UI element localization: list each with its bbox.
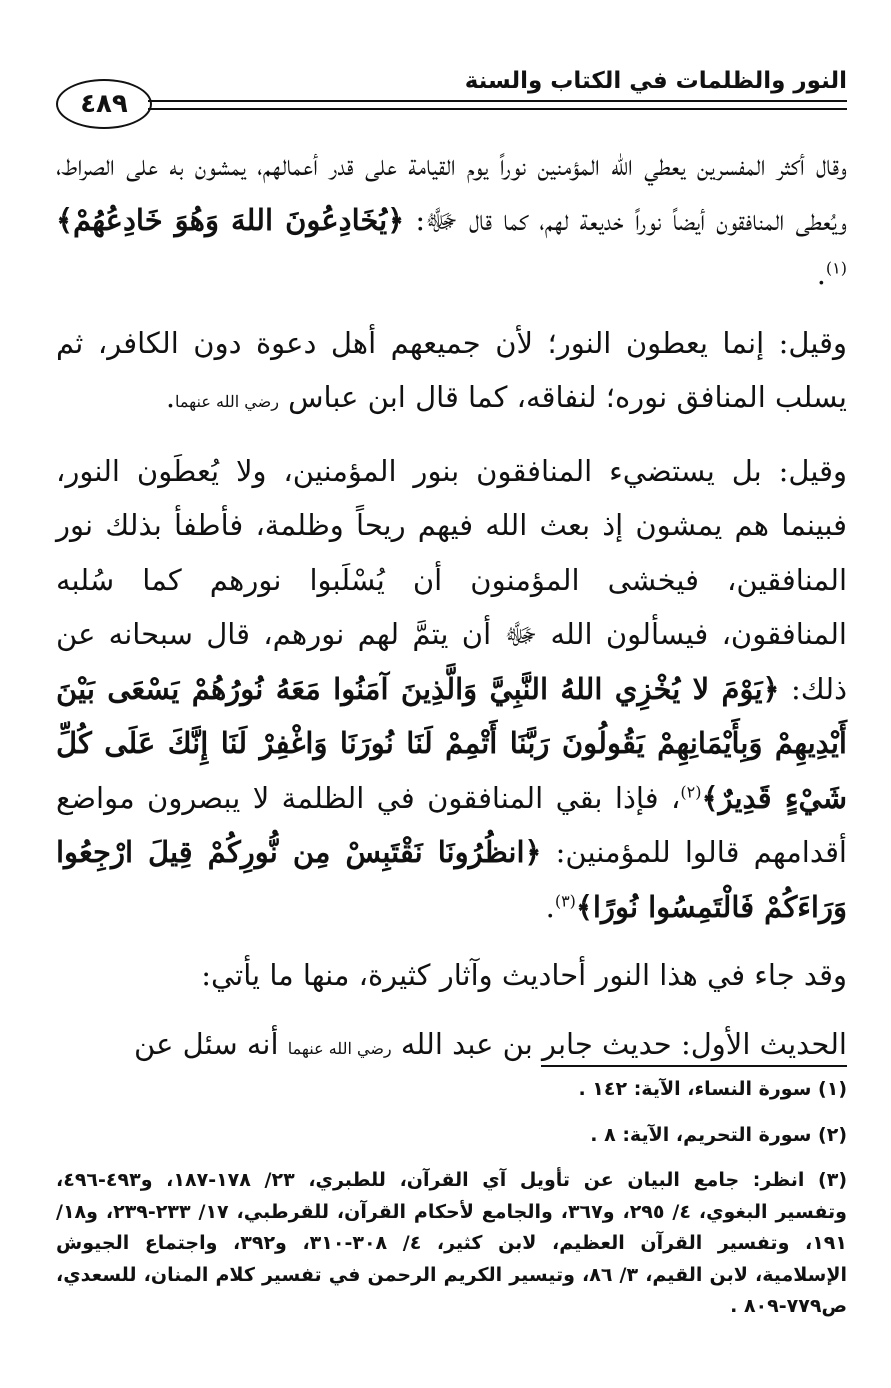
paragraph-3-mid: ، فإذا بقي المنافقون في الظلمة لا يبصرون مواضع أقدامهم قالوا للمؤمنين: [56, 780, 847, 869]
paragraph-5 [56, 1017, 847, 1077]
body-text [56, 138, 847, 1076]
paragraph-3-text: وقيل: بل يستضيء المنافقون بنور المؤمنين، ولا يُعطَون النور، فبينما هم يمشون إذ بعث الله فيهم ريحاً وظلمة، فأطفأ بذلك نور المنافقين، فيخشى المؤمنون أن يُسْلَبوا نورهم كما سُلبه المنافقون، فيسألون الله ﷻ أن يتمَّ لهم نورهم، قال سبحانه عن ذلك: [56, 453, 847, 706]
quran-verse: ﴿يُخَادِعُونَ اللهَ وَهُوَ خَادِعُهُمْ﴾ [56, 202, 405, 237]
paragraph-1 [56, 138, 847, 302]
footnote-1: (١) سورة النساء، الآية: ١٤٢ . [578, 1078, 847, 1100]
footnote-ref: (٣) [554, 890, 576, 910]
paragraph-1-text: وقال أكثر المفسرين يعطي الله المؤمنين نوراً يوم القيامة على قدر أعمالهم، يمشون به على الصراط، ويُعطى المنافقون أيضاً نوراً خديعة لهم، كما قال ﷻ: [56, 148, 847, 237]
header-rule [148, 100, 847, 110]
quran-verse: ﴿يَوْمَ لا يُخْزِي اللهُ النَّبِيَّ وَالَّذِينَ آمَنُوا مَعَهُ نُورُهُمْ يَسْعَى بَيْنَ أَيْدِيهِمْ وَبِأَيْمَانِهِمْ يَقُولُونَ رَبَّنَا أَتْمِمْ لَنَا نُورَنَا وَاغْفِرْ لَنَا إِنَّكَ عَلَى كُلِّ شَيْءٍ قَدِيرٌ﴾ [56, 671, 847, 815]
paragraph-2 [56, 316, 847, 430]
footnotes [56, 1074, 847, 1323]
paragraph-4 [56, 948, 847, 1003]
honorific: رضي الله عنهما [175, 392, 279, 411]
paragraph-2-end: . [165, 380, 176, 414]
paragraph-1-end: . [816, 257, 826, 291]
paragraph-3-end: . [545, 889, 555, 924]
page-number: ٤٨٩ [80, 89, 128, 119]
footnote-2: (٢) سورة التحريم، الآية: ٨ . [590, 1123, 847, 1146]
paragraph-2-text: وقيل: إنما يعطون النور؛ لأن جميعهم أهل دعوة دون الكافر، ثم يسلب المنافق نوره؛ لنفاقه، كما قال ابن عباس [56, 325, 847, 414]
footnote-ref: (٢) [680, 781, 702, 801]
footnote-rule [541, 1065, 847, 1067]
page-number-oval [56, 79, 152, 129]
paragraph-5-text: الحديث الأول: حديث جابر بن عبد الله [391, 1026, 847, 1061]
paragraph-3 [56, 444, 847, 935]
paragraph-5-end: أنه سئل عن [134, 1026, 288, 1061]
running-title: النور والظلمات في الكتاب والسنة [464, 68, 847, 94]
paragraph-4-text: وقد جاء في هذا النور أحاديث وآثار كثيرة، منها ما يأتي: [201, 958, 847, 992]
footnote-3: (٣) انظر: جامع البيان عن تأويل آي القرآن، للطبري، ٢٣/ ١٧٨-١٨٧، و٤٩٣-٤٩٦، وتفسير البغوي، ٤/ ٢٩٥، و٣٦٧، والجامع لأحكام القرآن، للقرطبي، ١٧/ ٢٣٣-٢٣٩، و١٨/ ١٩١، وتفسير القرآن العظيم، لابن كثير، ٤/ ٣٠٨-٣١٠، و٣٩٢، واجتماع الجيوش الإسلامية، لابن القيم، ٣/ ٨٦، وتيسير الكريم الرحمن في تفسير كلام المنان، للسعدي، ص٧٧٩-٨٠٩ . [56, 1169, 848, 1317]
footnote-ref: (١) [825, 258, 847, 278]
quran-verse: ﴿انظُرُونَا نَقْتَبِسْ مِن نُّورِكُمْ قِيلَ ارْجِعُوا وَرَاءَكُمْ فَالْتَمِسُوا نُورًا﴾ [56, 835, 847, 924]
honorific: رضي الله عنهما [287, 1038, 392, 1058]
